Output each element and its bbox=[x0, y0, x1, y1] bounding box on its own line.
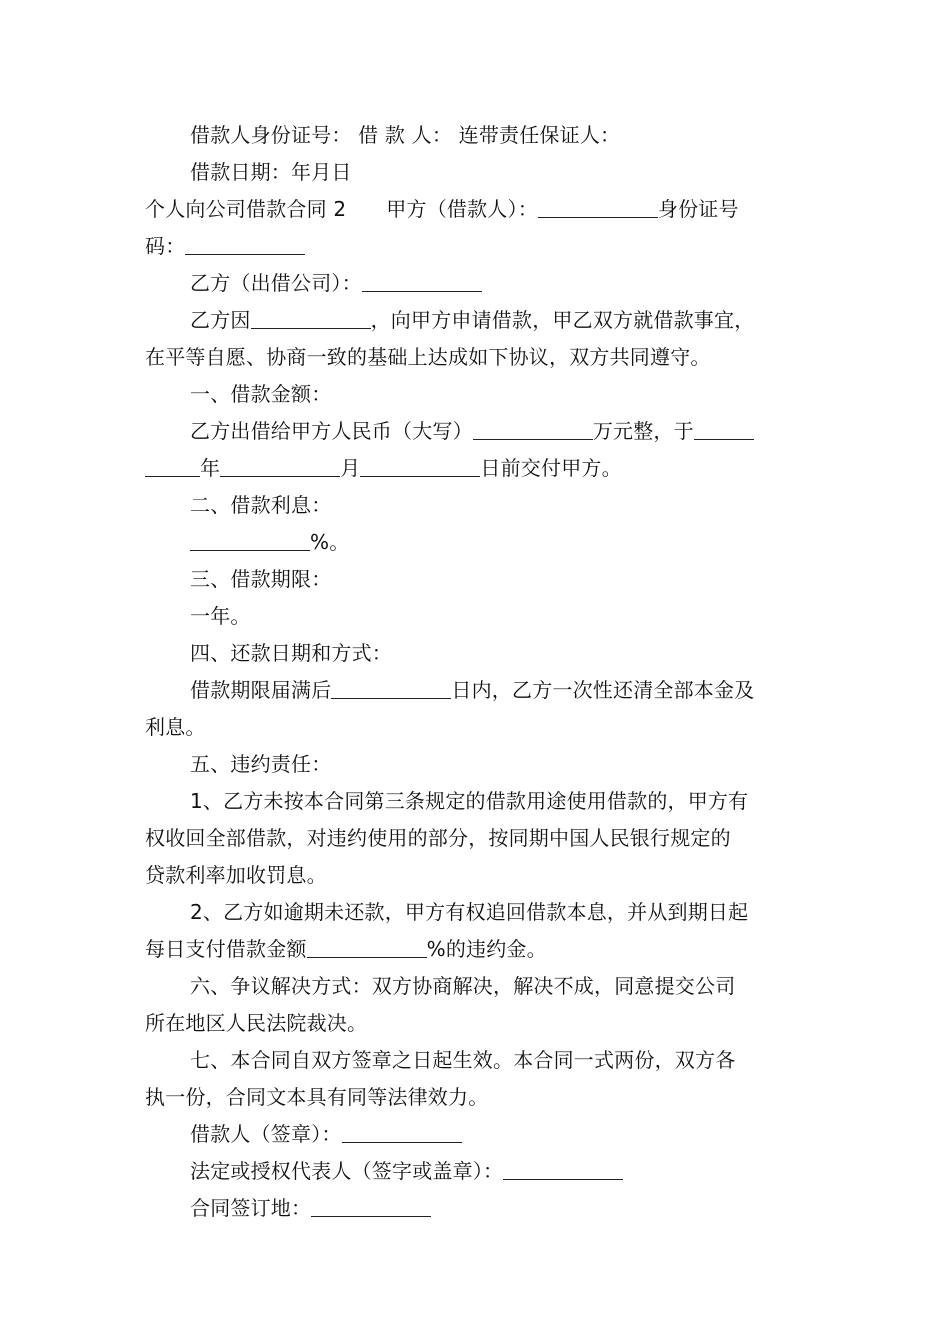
section-2-heading: 二、借款利息： bbox=[190, 493, 332, 517]
party-b-line bbox=[145, 265, 810, 302]
party-a-blank bbox=[538, 193, 658, 218]
borrower-signature-label: 借款人（签章）： bbox=[190, 1122, 342, 1146]
s1-year: 年 bbox=[200, 456, 221, 480]
repay-days-blank bbox=[331, 674, 451, 699]
reason-prefix: 乙方因 bbox=[190, 308, 251, 332]
day-blank bbox=[360, 452, 480, 477]
date-blank-a bbox=[694, 415, 754, 440]
signing-place-blank bbox=[311, 1192, 431, 1217]
section-4-heading: 四、还款日期和方式： bbox=[190, 641, 392, 665]
reason-blank bbox=[251, 304, 371, 329]
reason-suffix: ，向甲方申请借款，甲乙双方就借款事宜， bbox=[370, 308, 755, 332]
borrower-signature-blank bbox=[342, 1118, 462, 1143]
s1-month: 月 bbox=[340, 456, 361, 480]
id-line bbox=[145, 228, 810, 265]
s4-text-1: 借款期限届满后 bbox=[190, 678, 332, 702]
s1-day: 日前交付甲方。 bbox=[480, 456, 622, 480]
signing-place-line bbox=[145, 1190, 810, 1227]
section-3-heading: 三、借款期限： bbox=[190, 567, 332, 591]
party-b-label: 乙方（出借公司）： bbox=[190, 271, 362, 295]
representative-signature-label: 法定或授权代表人（签字或盖章）： bbox=[190, 1159, 504, 1183]
s1-text-2: 万元整，于 bbox=[592, 419, 694, 443]
representative-signature-blank bbox=[503, 1155, 623, 1180]
section-7-line-2: 执一份，合同文本具有同等法律效力。 bbox=[145, 1085, 489, 1109]
contract-text bbox=[145, 117, 810, 1227]
header-line-1: 借款人身份证号： 借 款 人： 连带责任保证人： bbox=[190, 123, 621, 147]
section-4-line-1 bbox=[145, 672, 810, 709]
party-a-label: 甲方（借款人）： bbox=[386, 197, 538, 221]
section-5-clause-1-line-3: 贷款利率加收罚息。 bbox=[145, 863, 327, 887]
title-line bbox=[145, 191, 810, 228]
id-label-a: 身份证号 bbox=[657, 197, 739, 221]
borrower-signature-line bbox=[145, 1116, 810, 1153]
signing-place-label: 合同签订地： bbox=[190, 1196, 312, 1220]
header-line-2: 借款日期：年月日 bbox=[190, 160, 352, 184]
section-4-line-2: 利息。 bbox=[145, 715, 206, 739]
section-1-heading: 一、借款金额： bbox=[190, 382, 332, 406]
id-label-b: 码： bbox=[145, 234, 186, 258]
section-2-body bbox=[145, 524, 810, 561]
reason-line-1 bbox=[145, 302, 810, 339]
s1-text-1: 乙方出借给甲方人民币（大写） bbox=[190, 419, 473, 443]
contract-title: 个人向公司借款合同 2 bbox=[145, 197, 347, 221]
s4-text-2: 日内，乙方一次性还清全部本金及 bbox=[451, 678, 755, 702]
section-5-clause-1-line-1: 1、乙方未按本合同第三条规定的借款用途使用借款的，甲方有 bbox=[190, 789, 749, 813]
interest-blank bbox=[190, 526, 310, 551]
section-3-body: 一年。 bbox=[190, 604, 251, 628]
s5-text-b: %的违约金。 bbox=[426, 937, 547, 961]
penalty-blank bbox=[307, 933, 427, 958]
month-blank bbox=[220, 452, 340, 477]
section-6-line-1: 六、争议解决方式：双方协商解决，解决不成，同意提交公司 bbox=[190, 974, 736, 998]
year-blank bbox=[145, 452, 200, 477]
interest-suffix: %。 bbox=[310, 530, 350, 554]
id-blank bbox=[185, 230, 305, 255]
section-5-clause-2-line-1: 2、乙方如逾期未还款，甲方有权追回借款本息，并从到期日起 bbox=[190, 900, 749, 924]
representative-signature-line bbox=[145, 1153, 810, 1190]
section-6-line-2: 所在地区人民法院裁决。 bbox=[145, 1011, 368, 1035]
section-5-clause-2-line-2 bbox=[145, 931, 810, 968]
reason-line-2: 在平等自愿、协商一致的基础上达成如下协议，双方共同遵守。 bbox=[145, 345, 711, 369]
section-1-line-2 bbox=[145, 450, 810, 487]
section-7-line-1: 七、本合同自双方签章之日起生效。本合同一式两份，双方各 bbox=[190, 1048, 736, 1072]
party-b-blank bbox=[362, 267, 482, 292]
section-5-clause-1-line-2: 权收回全部借款，对违约使用的部分，按同期中国人民银行规定的 bbox=[145, 826, 731, 850]
amount-blank bbox=[473, 415, 593, 440]
section-1-line-1 bbox=[145, 413, 810, 450]
s5-text-a: 每日支付借款金额 bbox=[145, 937, 307, 961]
section-5-heading: 五、违约责任： bbox=[190, 752, 332, 776]
